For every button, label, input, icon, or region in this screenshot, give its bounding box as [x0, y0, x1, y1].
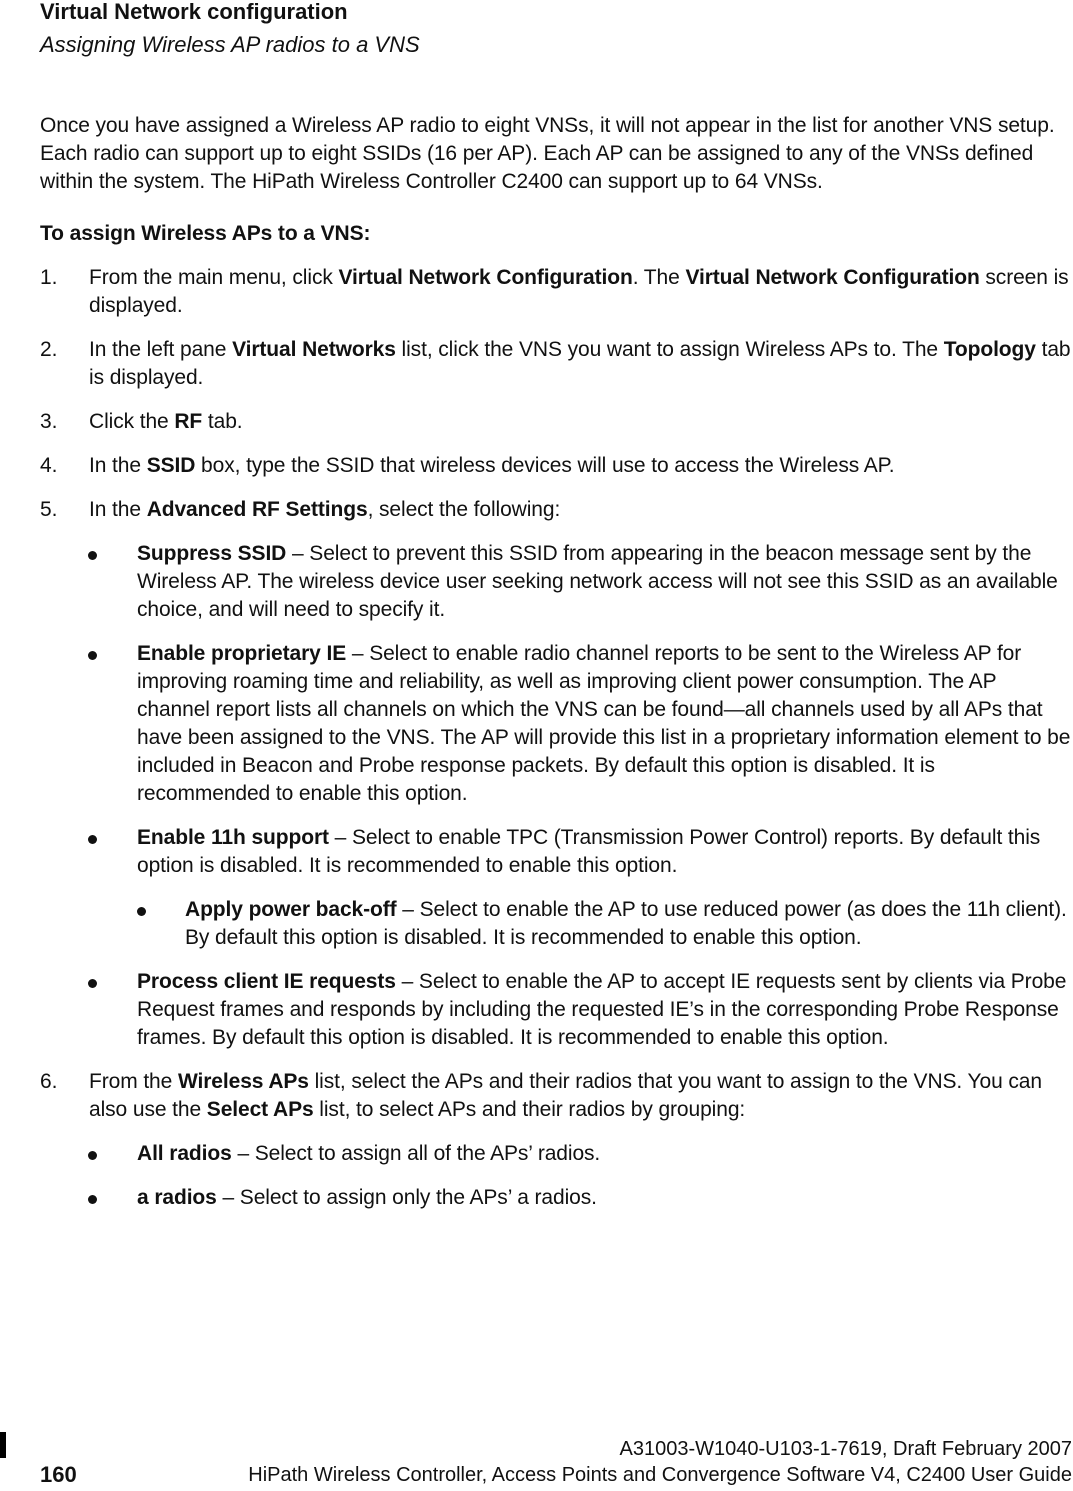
- step-text: list, to select APs and their radios by grouping:: [313, 1098, 746, 1121]
- ui-term: Virtual Networks: [232, 338, 396, 361]
- step-text: tab.: [202, 410, 243, 433]
- bullet-icon: [88, 979, 97, 988]
- bullet-icon: [88, 835, 97, 844]
- intro-paragraph: Once you have assigned a Wireless AP radio to eight VNSs, it will not appear in the list for another VNS setup. Each radio can support up to eight SSIDs (16 per AP). Each AP can be assigned to any of the VNSs defined within the system. The HiPath Wireless Controller C2400 can support up to 64 VNSs.: [40, 114, 1055, 193]
- ui-term: Virtual Network Configuration: [338, 266, 633, 289]
- page-number: 160: [40, 1462, 77, 1487]
- bullet-all-radios: [40, 1140, 1072, 1168]
- bullet-a-radios: [40, 1184, 1072, 1212]
- step-text: From the: [89, 1070, 178, 1093]
- ui-term: Virtual Network Configuration: [685, 266, 980, 289]
- change-bar-icon: [0, 1432, 6, 1458]
- bullet-enable-proprietary-ie: [40, 640, 1072, 808]
- section-title: Virtual Network configuration: [40, 0, 348, 24]
- step-text: In the left pane: [89, 338, 233, 361]
- bullet-icon: [88, 551, 97, 560]
- ui-term: RF: [174, 410, 203, 433]
- bullet-term: All radios: [137, 1142, 232, 1165]
- footer-doc-id: A31003-W1040-U103-1-7619, Draft February 2007: [619, 1438, 1072, 1460]
- step-text: . The: [632, 266, 686, 289]
- ui-term: SSID: [146, 454, 196, 477]
- bullet-text: – Select to assign only the APs’ a radios.: [216, 1186, 597, 1209]
- bullet-term: Process client IE requests: [137, 970, 396, 993]
- ui-term: Advanced RF Settings: [146, 498, 368, 521]
- bullet-process-client-ie: [40, 968, 1072, 1052]
- bullet-term: a radios: [137, 1186, 217, 1209]
- bullet-term: Apply power back-off: [185, 898, 397, 921]
- bullet-text: – Select to enable the AP to accept IE requests sent by clients via Probe Request frames and responds by including the requested IE’s in the corresponding Probe Response frames. By default this option is disabled. It is recommended to enable this option.: [137, 970, 1067, 1049]
- step-text: box, type the SSID that wireless devices will use to access the Wireless AP.: [195, 454, 895, 477]
- step-number: 5.: [40, 498, 58, 521]
- step-4: [40, 452, 1072, 480]
- footer-guide-title: HiPath Wireless Controller, Access Points and Convergence Software V4, C2400 User Guide: [248, 1464, 1072, 1486]
- bullet-text: – Select to enable radio channel reports to be sent to the Wireless AP for improving roaming time and reliability, as well as improving client power consumption. The AP channel report lists all channels on which the VNS can be found—all channels used by all APs that have been assigned to the VNS. The AP will provide this list in a proprietary information element to be included in Beacon and Probe response packets. By default this option is disabled. It is recommended to enable this option.: [137, 642, 1071, 805]
- step-5: [40, 496, 1072, 524]
- step-number: 4.: [40, 454, 58, 477]
- bullet-text: – Select to prevent this SSID from appearing in the beacon message sent by the Wireless AP. The wireless device user seeking network access will not see this SSID as an available choice, and will need to specify it.: [137, 542, 1058, 621]
- step-text: In the: [89, 454, 147, 477]
- step-1: [40, 264, 1072, 320]
- step-text: tab is displayed.: [89, 338, 1071, 389]
- bullet-text: – Select to assign all of the APs’ radios.: [231, 1142, 601, 1165]
- bullet-term: Enable 11h support: [137, 826, 329, 849]
- step-text: Click the: [89, 410, 175, 433]
- bullet-term: Suppress SSID: [137, 542, 287, 565]
- ui-term: Select APs: [206, 1098, 314, 1121]
- step-text: , select the following:: [367, 498, 561, 521]
- bullet-text: – Select to enable TPC (Transmission Power Control) reports. By default this option is disabled. It is recommended to enable this option.: [137, 826, 1041, 877]
- bullet-enable-11h: [40, 824, 1072, 880]
- step-number: 2.: [40, 338, 58, 361]
- step-text: screen is displayed.: [89, 266, 1069, 317]
- step-2: [40, 336, 1072, 392]
- step-number: 1.: [40, 266, 58, 289]
- step-text: In the: [89, 498, 147, 521]
- bullet-term: Enable proprietary IE: [137, 642, 347, 665]
- bullet-suppress-ssid: [40, 540, 1072, 624]
- bullet-icon: [137, 907, 146, 916]
- bullet-icon: [88, 651, 97, 660]
- bullet-apply-power-backoff: [40, 896, 1072, 952]
- ui-term: Topology: [943, 338, 1036, 361]
- step-number: 3.: [40, 410, 58, 433]
- step-text: list, click the VNS you want to assign Wireless APs to. The: [395, 338, 944, 361]
- procedure-title: To assign Wireless APs to a VNS:: [40, 222, 371, 245]
- bullet-text: – Select to enable the AP to use reduced power (as does the 11h client). By default this option is disabled. It is recommended to enable this option.: [185, 898, 1067, 949]
- body-text: [40, 112, 1072, 1228]
- step-6: [40, 1068, 1072, 1124]
- bullet-icon: [88, 1151, 97, 1160]
- bullet-icon: [88, 1195, 97, 1204]
- step-3: [40, 408, 1072, 436]
- section-subtitle: Assigning Wireless AP radios to a VNS: [40, 32, 420, 57]
- ui-term: Wireless APs: [177, 1070, 309, 1093]
- step-text: From the main menu, click: [89, 266, 339, 289]
- step-number: 6.: [40, 1070, 58, 1093]
- step-text: list, select the APs and their radios that you want to assign to the VNS. You can also use the: [89, 1070, 1042, 1121]
